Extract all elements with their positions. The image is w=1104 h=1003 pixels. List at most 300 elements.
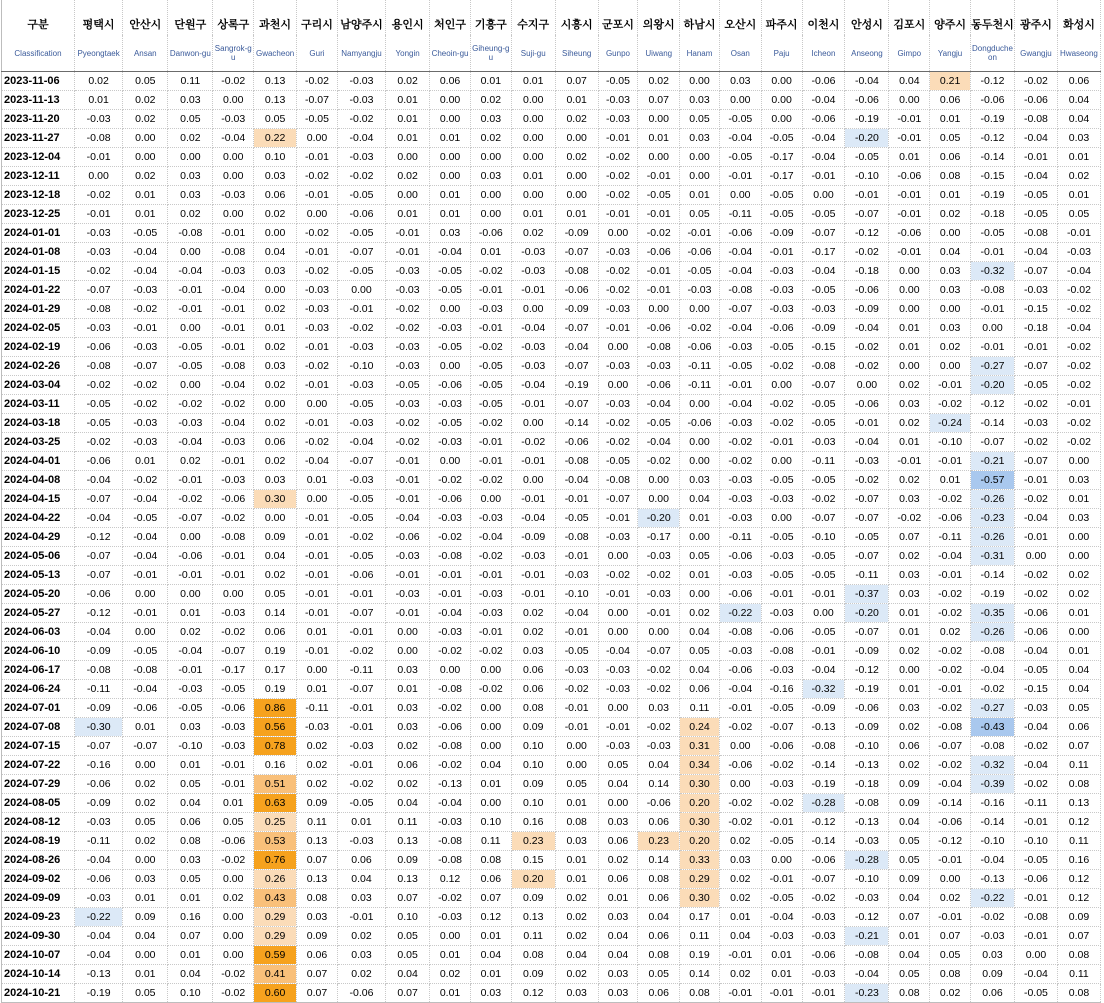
table-row	[2, 357, 1101, 376]
value-cell: -0.04	[1014, 129, 1057, 148]
value-cell: 0.01	[470, 775, 511, 794]
value-cell: 0.04	[680, 490, 720, 509]
value-cell: -0.05	[74, 414, 122, 433]
value-cell: 0.02	[555, 889, 598, 908]
value-cell: 0.01	[386, 680, 430, 699]
row-date: 2024-02-19	[2, 338, 75, 357]
value-cell: 0.05	[680, 110, 720, 129]
row-date: 2024-08-19	[2, 832, 75, 851]
value-cell: -0.02	[74, 186, 122, 205]
value-cell: -0.02	[430, 756, 471, 775]
value-cell: -0.31	[970, 547, 1014, 566]
value-cell: 0.10	[511, 756, 555, 775]
value-cell: -0.04	[719, 262, 761, 281]
value-cell: -0.05	[719, 110, 761, 129]
column-header-en: Uiwang	[638, 35, 680, 72]
value-cell: -0.04	[719, 395, 761, 414]
value-cell: -0.04	[638, 395, 680, 414]
value-cell: -0.04	[970, 661, 1014, 680]
value-cell: -0.07	[930, 737, 971, 756]
value-cell: -0.01	[761, 813, 802, 832]
value-cell: -0.32	[802, 680, 845, 699]
table-row	[2, 509, 1101, 528]
value-cell: 0.02	[254, 376, 297, 395]
value-cell: -0.02	[386, 433, 430, 452]
row-date: 2024-08-26	[2, 851, 75, 870]
value-cell: 0.02	[386, 167, 430, 186]
value-cell: 0.01	[680, 186, 720, 205]
value-cell: 0.04	[598, 927, 638, 946]
value-cell: -0.01	[386, 471, 430, 490]
value-cell: 0.03	[254, 262, 297, 281]
value-cell: 0.01	[297, 471, 338, 490]
column-header-ko: 단원구	[168, 0, 213, 35]
value-cell: -0.06	[337, 984, 385, 1003]
value-cell: 0.04	[1057, 110, 1100, 129]
table-row	[2, 281, 1101, 300]
column-header-ko: 이천시	[802, 0, 845, 35]
value-cell: 0.02	[297, 775, 338, 794]
value-cell: 0.00	[889, 661, 930, 680]
value-cell: -0.23	[845, 984, 889, 1003]
value-cell: -0.02	[719, 452, 761, 471]
value-cell: 0.02	[386, 737, 430, 756]
value-cell: 0.00	[802, 604, 845, 623]
value-cell: 0.06	[598, 832, 638, 851]
value-cell: -0.07	[74, 566, 122, 585]
value-cell: -0.05	[1014, 205, 1057, 224]
value-cell: -0.07	[337, 604, 385, 623]
value-cell: -0.07	[337, 680, 385, 699]
value-cell: -0.02	[470, 338, 511, 357]
table-row	[2, 376, 1101, 395]
value-cell: 0.05	[598, 756, 638, 775]
value-cell: 0.30	[680, 775, 720, 794]
value-cell: -0.03	[598, 528, 638, 547]
value-cell: -0.03	[719, 414, 761, 433]
value-cell: 0.00	[213, 167, 254, 186]
value-cell: -0.01	[386, 224, 430, 243]
value-cell: -0.03	[168, 680, 213, 699]
value-cell: 0.03	[1057, 509, 1100, 528]
value-cell: 0.04	[470, 756, 511, 775]
value-cell: -0.05	[555, 642, 598, 661]
value-cell: -0.01	[470, 566, 511, 585]
row-date: 2023-11-13	[2, 91, 75, 110]
value-cell: 0.04	[638, 908, 680, 927]
value-cell: 0.00	[168, 148, 213, 167]
value-cell: -0.08	[430, 737, 471, 756]
value-cell: 0.02	[930, 623, 971, 642]
value-cell: 0.01	[638, 129, 680, 148]
value-cell: 0.00	[470, 661, 511, 680]
value-cell: 0.00	[598, 794, 638, 813]
value-cell: 0.00	[386, 148, 430, 167]
value-cell: -0.03	[598, 300, 638, 319]
value-cell: 0.01	[680, 566, 720, 585]
value-cell: -0.27	[970, 699, 1014, 718]
value-cell: -0.02	[213, 72, 254, 91]
value-cell: -0.02	[430, 642, 471, 661]
table-row	[2, 224, 1101, 243]
value-cell: -0.05	[337, 490, 385, 509]
row-date: 2024-06-17	[2, 661, 75, 680]
value-cell: -0.10	[845, 167, 889, 186]
value-cell: 0.03	[386, 718, 430, 737]
value-cell: 0.00	[213, 927, 254, 946]
value-cell: -0.03	[845, 889, 889, 908]
value-cell: -0.12	[970, 129, 1014, 148]
value-cell: -0.18	[845, 775, 889, 794]
value-cell: -0.01	[297, 642, 338, 661]
value-cell: -0.01	[511, 395, 555, 414]
value-cell: -0.02	[761, 357, 802, 376]
row-date: 2024-07-08	[2, 718, 75, 737]
value-cell: 0.08	[930, 965, 971, 984]
value-cell: -0.08	[970, 737, 1014, 756]
value-cell: -0.06	[74, 775, 122, 794]
value-cell: 0.03	[168, 851, 213, 870]
value-cell: -0.07	[555, 395, 598, 414]
value-cell: 0.01	[470, 72, 511, 91]
value-cell: -0.01	[511, 490, 555, 509]
value-cell: -0.04	[719, 680, 761, 699]
value-cell: -0.07	[1014, 262, 1057, 281]
value-cell: -0.03	[470, 300, 511, 319]
row-date: 2023-11-27	[2, 129, 75, 148]
table-row	[2, 661, 1101, 680]
value-cell: -0.06	[470, 224, 511, 243]
value-cell: -0.06	[213, 490, 254, 509]
value-cell: -0.04	[845, 433, 889, 452]
value-cell: -0.03	[598, 91, 638, 110]
value-cell: -0.03	[213, 433, 254, 452]
value-cell: 0.04	[638, 756, 680, 775]
value-cell: -0.01	[337, 699, 385, 718]
value-cell: 0.01	[168, 889, 213, 908]
value-cell: -0.03	[598, 661, 638, 680]
value-cell: -0.19	[845, 110, 889, 129]
value-cell: -0.08	[845, 946, 889, 965]
value-cell: 0.03	[168, 167, 213, 186]
value-cell: -0.06	[845, 699, 889, 718]
value-cell: 0.00	[761, 72, 802, 91]
value-cell: 0.04	[337, 870, 385, 889]
value-cell: 0.76	[254, 851, 297, 870]
value-cell: 0.03	[598, 984, 638, 1003]
value-cell: -0.09	[74, 699, 122, 718]
table-row	[2, 129, 1101, 148]
value-cell: 0.00	[297, 490, 338, 509]
value-cell: 0.05	[213, 813, 254, 832]
value-cell: 0.00	[470, 148, 511, 167]
value-cell: -0.06	[680, 414, 720, 433]
classification-header-en: Classification	[2, 35, 75, 72]
value-cell: 0.00	[123, 129, 168, 148]
value-cell: -0.06	[213, 832, 254, 851]
value-cell: 0.03	[386, 699, 430, 718]
column-header-en: Cheoin-gu	[430, 35, 471, 72]
value-cell: 0.00	[680, 452, 720, 471]
value-cell: -0.02	[1057, 281, 1100, 300]
value-cell: -0.02	[1014, 585, 1057, 604]
value-cell: 0.09	[297, 927, 338, 946]
value-cell: -0.02	[802, 490, 845, 509]
value-cell: -0.03	[970, 927, 1014, 946]
value-cell: -0.02	[1014, 72, 1057, 91]
value-cell: -0.05	[470, 376, 511, 395]
column-header-ko: 양주시	[930, 0, 971, 35]
value-cell: 0.06	[1057, 72, 1100, 91]
value-cell: -0.02	[930, 661, 971, 680]
value-cell: -0.11	[802, 452, 845, 471]
value-cell: 0.00	[761, 509, 802, 528]
value-cell: -0.03	[598, 395, 638, 414]
value-cell: -0.06	[430, 490, 471, 509]
value-cell: -0.09	[845, 718, 889, 737]
value-cell: -0.04	[802, 129, 845, 148]
value-cell: 0.07	[1057, 927, 1100, 946]
value-cell: 0.01	[930, 471, 971, 490]
value-cell: 0.10	[386, 908, 430, 927]
value-cell: -0.03	[297, 300, 338, 319]
table-row	[2, 72, 1101, 91]
value-cell: -0.03	[1014, 414, 1057, 433]
value-cell: -0.01	[213, 756, 254, 775]
value-cell: 0.03	[1057, 471, 1100, 490]
value-cell: 0.00	[430, 357, 471, 376]
value-cell: -0.02	[598, 186, 638, 205]
value-cell: -0.05	[1014, 851, 1057, 870]
value-cell: 0.00	[680, 300, 720, 319]
value-cell: -0.28	[802, 794, 845, 813]
value-cell: -0.01	[470, 623, 511, 642]
value-cell: -0.04	[638, 433, 680, 452]
value-cell: 0.10	[168, 984, 213, 1003]
value-cell: 0.02	[1057, 167, 1100, 186]
value-cell: -0.01	[297, 376, 338, 395]
value-cell: 0.02	[680, 604, 720, 623]
value-cell: 0.00	[555, 129, 598, 148]
value-cell: 0.11	[1057, 832, 1100, 851]
value-cell: -0.03	[297, 319, 338, 338]
value-cell: -0.08	[761, 642, 802, 661]
value-cell: 0.02	[889, 547, 930, 566]
value-cell: 0.00	[511, 300, 555, 319]
value-cell: 0.02	[254, 205, 297, 224]
value-cell: 0.01	[430, 946, 471, 965]
value-cell: 0.03	[719, 72, 761, 91]
value-cell: -0.05	[337, 395, 385, 414]
value-cell: -0.14	[802, 756, 845, 775]
value-cell: -0.06	[680, 243, 720, 262]
row-date: 2024-07-15	[2, 737, 75, 756]
value-cell: -0.08	[213, 243, 254, 262]
row-date: 2024-02-05	[2, 319, 75, 338]
value-cell: -0.05	[802, 471, 845, 490]
value-cell: -0.02	[337, 642, 385, 661]
value-cell: -0.03	[337, 832, 385, 851]
value-cell: -0.12	[845, 661, 889, 680]
value-cell: -0.01	[719, 699, 761, 718]
value-cell: 0.06	[638, 889, 680, 908]
value-cell: -0.06	[555, 281, 598, 300]
value-cell: -0.02	[123, 395, 168, 414]
value-cell: 0.00	[598, 699, 638, 718]
value-cell: -0.01	[598, 718, 638, 737]
value-cell: -0.03	[802, 300, 845, 319]
value-cell: 0.16	[511, 813, 555, 832]
value-cell: 0.06	[598, 870, 638, 889]
value-cell: -0.01	[761, 243, 802, 262]
value-cell: -0.26	[970, 528, 1014, 547]
value-cell: 0.07	[889, 908, 930, 927]
value-cell: 0.01	[123, 205, 168, 224]
value-cell: -0.05	[845, 148, 889, 167]
value-cell: -0.06	[168, 547, 213, 566]
value-cell: -0.08	[430, 547, 471, 566]
value-cell: -0.02	[74, 433, 122, 452]
value-cell: 0.14	[638, 851, 680, 870]
table-row	[2, 547, 1101, 566]
value-cell: 0.17	[680, 908, 720, 927]
value-cell: -0.04	[168, 433, 213, 452]
value-cell: -0.04	[555, 471, 598, 490]
value-cell: -0.08	[123, 661, 168, 680]
value-cell: -0.01	[470, 281, 511, 300]
value-cell: -0.04	[74, 509, 122, 528]
value-cell: 0.03	[1057, 129, 1100, 148]
value-cell: -0.06	[638, 376, 680, 395]
value-cell: 0.09	[511, 775, 555, 794]
table-row	[2, 813, 1101, 832]
value-cell: 0.03	[430, 224, 471, 243]
value-cell: 0.00	[430, 927, 471, 946]
value-cell: 0.06	[430, 72, 471, 91]
value-cell: -0.01	[297, 148, 338, 167]
value-cell: -0.01	[511, 585, 555, 604]
value-cell: -0.03	[74, 813, 122, 832]
row-date: 2024-03-11	[2, 395, 75, 414]
value-cell: -0.02	[970, 680, 1014, 699]
value-cell: 0.09	[889, 870, 930, 889]
table-row	[2, 965, 1101, 984]
value-cell: 0.23	[638, 832, 680, 851]
value-cell: 0.05	[889, 851, 930, 870]
value-cell: 0.00	[297, 661, 338, 680]
value-cell: -0.01	[337, 623, 385, 642]
value-cell: 0.13	[254, 72, 297, 91]
table-row	[2, 623, 1101, 642]
value-cell: -0.17	[638, 528, 680, 547]
value-cell: -0.03	[511, 338, 555, 357]
value-cell: 0.07	[555, 72, 598, 91]
value-cell: -0.01	[470, 452, 511, 471]
value-cell: -0.04	[930, 547, 971, 566]
value-cell: 0.06	[680, 680, 720, 699]
value-cell: -0.07	[638, 642, 680, 661]
value-cell: 0.05	[889, 965, 930, 984]
value-cell: -0.02	[930, 699, 971, 718]
value-cell: -0.06	[719, 661, 761, 680]
column-header-en: Gunpo	[598, 35, 638, 72]
value-cell: 0.10	[254, 148, 297, 167]
value-cell: -0.02	[638, 566, 680, 585]
value-cell: -0.03	[598, 357, 638, 376]
value-cell: -0.10	[802, 528, 845, 547]
value-cell: -0.13	[430, 775, 471, 794]
value-cell: 0.03	[123, 870, 168, 889]
value-cell: 0.56	[254, 718, 297, 737]
value-cell: -0.08	[1014, 110, 1057, 129]
table-row	[2, 699, 1101, 718]
value-cell: 0.02	[254, 452, 297, 471]
value-cell: 0.01	[1057, 186, 1100, 205]
value-cell: -0.05	[470, 395, 511, 414]
value-cell: 0.01	[337, 813, 385, 832]
value-cell: 0.08	[297, 889, 338, 908]
value-cell: -0.04	[123, 547, 168, 566]
value-cell: -0.07	[845, 490, 889, 509]
value-cell: -0.05	[719, 148, 761, 167]
value-cell: -0.24	[930, 414, 971, 433]
value-cell: -0.02	[470, 547, 511, 566]
value-cell: -0.11	[297, 699, 338, 718]
value-cell: 0.00	[168, 376, 213, 395]
value-cell: -0.02	[470, 414, 511, 433]
value-cell: 0.02	[297, 737, 338, 756]
value-cell: 0.00	[889, 281, 930, 300]
value-cell: -0.08	[638, 338, 680, 357]
value-cell: -0.02	[470, 642, 511, 661]
value-cell: 0.03	[297, 908, 338, 927]
value-cell: -0.04	[1014, 718, 1057, 737]
value-cell: -0.05	[1014, 661, 1057, 680]
value-cell: -0.03	[761, 281, 802, 300]
value-cell: 0.04	[123, 927, 168, 946]
value-cell: 0.02	[254, 300, 297, 319]
value-cell: -0.05	[638, 186, 680, 205]
table-row	[2, 471, 1101, 490]
value-cell: 0.06	[638, 984, 680, 1003]
value-cell: -0.43	[970, 718, 1014, 737]
value-cell: 0.03	[254, 471, 297, 490]
value-cell: 0.04	[930, 243, 971, 262]
value-cell: -0.11	[74, 832, 122, 851]
value-cell: 0.01	[889, 604, 930, 623]
value-cell: 0.01	[889, 319, 930, 338]
value-cell: -0.05	[337, 262, 385, 281]
value-cell: -0.22	[970, 889, 1014, 908]
value-cell: 0.03	[470, 167, 511, 186]
value-cell: -0.03	[470, 604, 511, 623]
table-body	[2, 72, 1101, 1003]
column-header-en: Osan	[719, 35, 761, 72]
value-cell: -0.01	[1014, 889, 1057, 908]
value-cell: -0.28	[845, 851, 889, 870]
value-cell: -0.04	[802, 91, 845, 110]
value-cell: -0.03	[638, 737, 680, 756]
value-cell: -0.06	[802, 946, 845, 965]
row-date: 2024-08-12	[2, 813, 75, 832]
value-cell: -0.03	[1057, 243, 1100, 262]
value-cell: 0.02	[168, 205, 213, 224]
value-cell: -0.01	[555, 547, 598, 566]
row-date: 2023-12-04	[2, 148, 75, 167]
value-cell: 0.07	[386, 889, 430, 908]
value-cell: 0.02	[470, 91, 511, 110]
row-date: 2024-01-08	[2, 243, 75, 262]
